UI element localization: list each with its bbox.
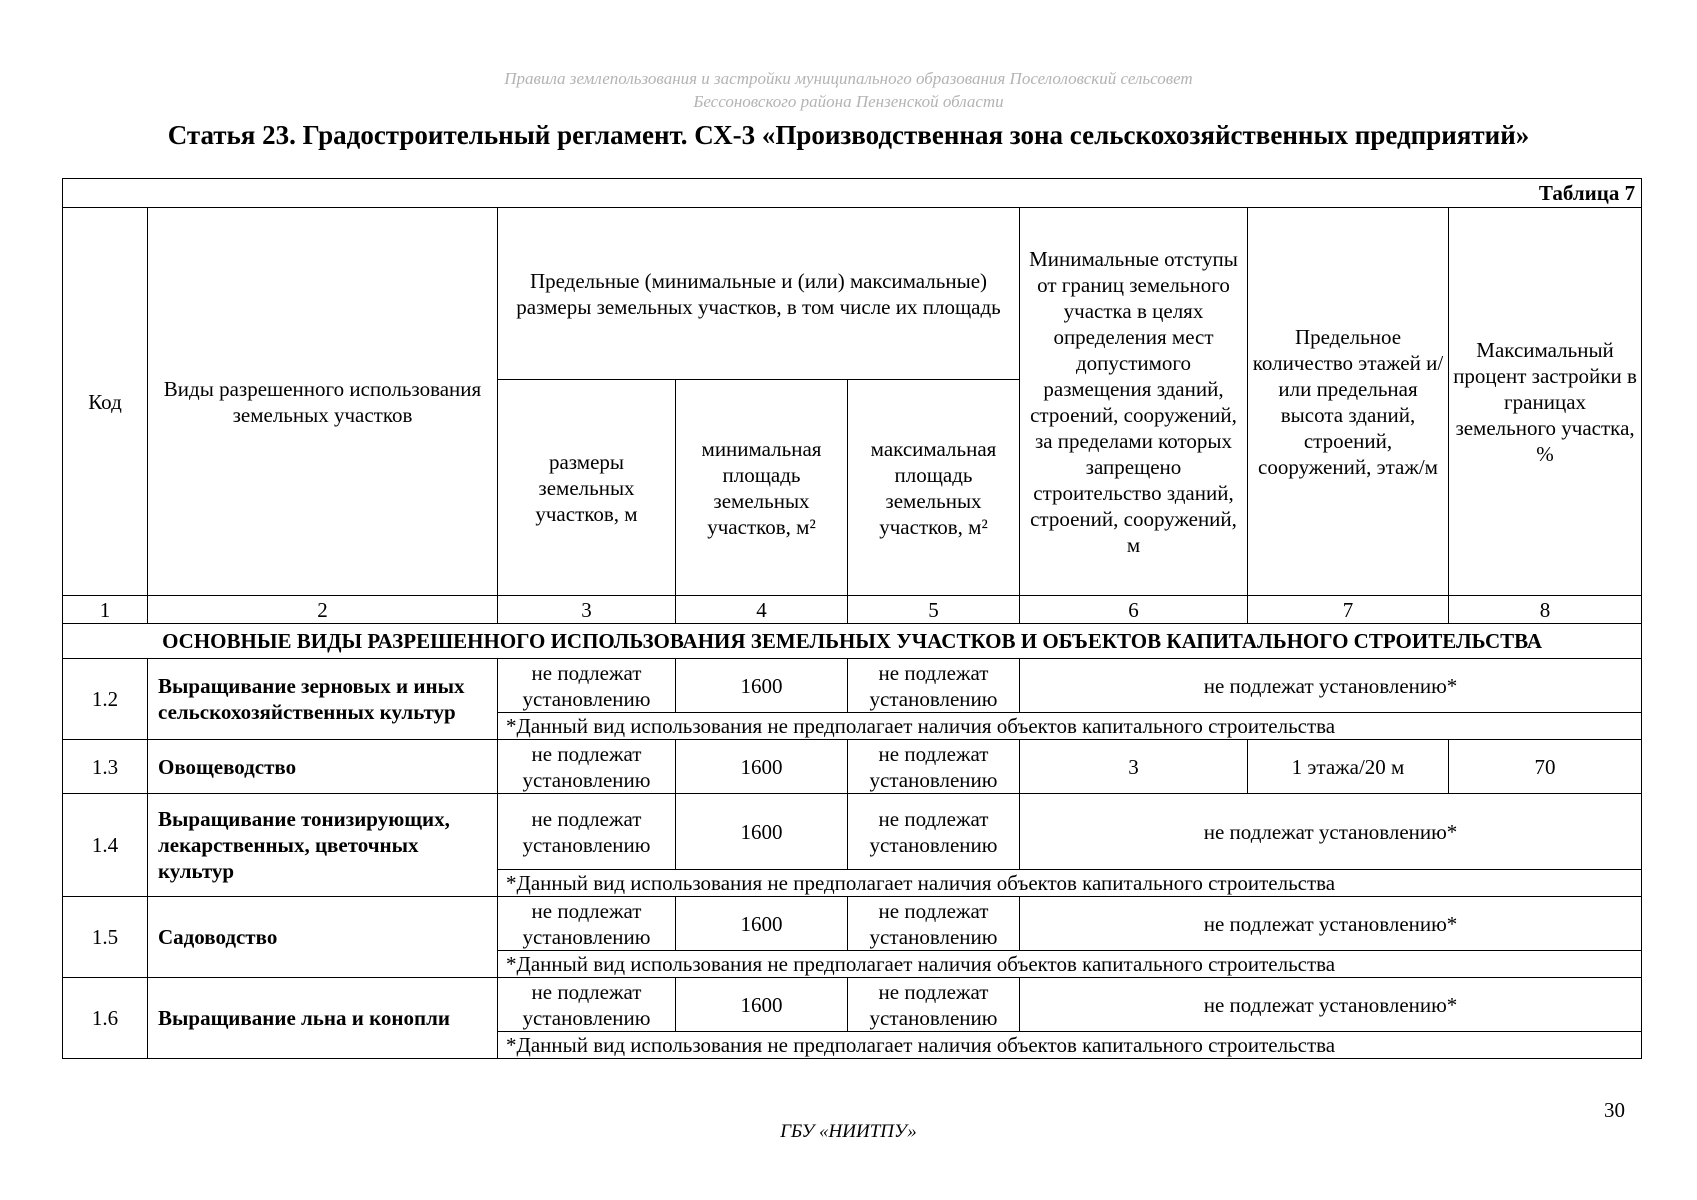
cell-code: 1.5 [63, 897, 148, 978]
table-row [63, 740, 1642, 794]
cell-min-area: 1600 [676, 794, 848, 870]
cell-use: Выращивание тонизирующих, лекарственных, цветочных культур [148, 794, 498, 897]
cell-note: *Данный вид использования не предполагает наличия объектов капитального строительства [498, 951, 1642, 978]
cell-setbacks: 3 [1020, 740, 1248, 794]
cell-max-area: не подлежат установлению [848, 978, 1020, 1032]
column-number: 1 [63, 596, 148, 624]
column-number: 3 [498, 596, 676, 624]
column-number-row [63, 596, 1642, 624]
cell-code: 1.2 [63, 659, 148, 740]
cell-code: 1.6 [63, 978, 148, 1059]
cell-coverage: 70 [1449, 740, 1642, 794]
cell-min-area: 1600 [676, 740, 848, 794]
column-number: 2 [148, 596, 498, 624]
column-number: 6 [1020, 596, 1248, 624]
table-row [63, 794, 1642, 870]
table-caption: Таблица 7 [63, 179, 1642, 208]
table-row [63, 978, 1642, 1032]
cell-note: *Данный вид использования не предполагает наличия объектов капитального строительства [498, 713, 1642, 740]
header-code: Код [63, 208, 148, 596]
cell-sizes: не подлежат установлению [498, 740, 676, 794]
cell-floors: 1 этажа/20 м [1248, 740, 1449, 794]
cell-max-area: не подлежат установлению [848, 659, 1020, 713]
cell-use: Садоводство [148, 897, 498, 978]
section-heading: ОСНОВНЫЕ ВИДЫ РАЗРЕШЕННОГО ИСПОЛЬЗОВАНИЯ ЗЕМЕЛЬНЫХ УЧАСТКОВ И ОБЪЕКТОВ КАПИТАЛЬНОГО СТРОИТЕЛЬСТВА [63, 624, 1642, 659]
cell-not-established: не подлежат установлению* [1020, 794, 1642, 870]
cell-max-area: не подлежат установлению [848, 897, 1020, 951]
page-number: 30 [1604, 1098, 1625, 1122]
cell-sizes: не подлежат установлению [498, 897, 676, 951]
header-coverage: Максимальный процент застройки в границах земельного участка, % [1449, 208, 1642, 596]
cell-not-established: не подлежат установлению* [1020, 978, 1642, 1032]
cell-code: 1.3 [63, 740, 148, 794]
table-row [63, 897, 1642, 951]
cell-code: 1.4 [63, 794, 148, 897]
cell-use: Выращивание зерновых и иных сельскохозяйственных культур [148, 659, 498, 740]
cell-min-area: 1600 [676, 659, 848, 713]
document-header-line1: Правила землепользования и застройки муниципального образования Поселоловский сельсовет [504, 69, 1193, 88]
cell-not-established: не подлежат установлению* [1020, 659, 1642, 713]
cell-sizes: не подлежат установлению [498, 659, 676, 713]
header-floors: Предельное количество этажей и/или предельная высота зданий, строений, сооружений, этаж/м [1248, 208, 1449, 596]
cell-sizes: не подлежат установлению [498, 978, 676, 1032]
regulation-table [62, 178, 1642, 1059]
header-limits: Предельные (минимальные и (или) максимальные) размеры земельных участков, в том числе их площадь [498, 208, 1020, 380]
cell-max-area: не подлежат установлению [848, 794, 1020, 870]
header-sizes: размеры земельных участков, м [498, 380, 676, 596]
column-number: 4 [676, 596, 848, 624]
cell-not-established: не подлежат установлению* [1020, 897, 1642, 951]
column-number: 7 [1248, 596, 1449, 624]
table-row [63, 659, 1642, 713]
cell-note: *Данный вид использования не предполагает наличия объектов капитального строительства [498, 870, 1642, 897]
article-title: Статья 23. Градостроительный регламент. СХ-3 «Производственная зона сельскохозяйственных предприятий» [167, 120, 1530, 150]
header-use: Виды разрешенного использования земельных участков [148, 208, 498, 596]
cell-min-area: 1600 [676, 897, 848, 951]
header-min-area: минимальная площадь земельных участков, м² [676, 380, 848, 596]
cell-sizes: не подлежат установлению [498, 794, 676, 870]
footer-organization: ГБУ «НИИТПУ» [780, 1121, 917, 1142]
cell-note: *Данный вид использования не предполагает наличия объектов капитального строительства [498, 1032, 1642, 1059]
cell-use: Овощеводство [148, 740, 498, 794]
cell-use: Выращивание льна и конопли [148, 978, 498, 1059]
cell-min-area: 1600 [676, 978, 848, 1032]
column-number: 8 [1449, 596, 1642, 624]
header-setbacks: Минимальные отступы от границ земельного участка в целях определения мест допустимого размещения зданий, строений, сооружений, за пределами которых запрещено строительство зданий, строений, сооружений, м [1020, 208, 1248, 596]
cell-max-area: не подлежат установлению [848, 740, 1020, 794]
header-max-area: максимальная площадь земельных участков, м² [848, 380, 1020, 596]
document-header-line2: Бессоновского района Пензенской области [693, 92, 1004, 111]
column-number: 5 [848, 596, 1020, 624]
